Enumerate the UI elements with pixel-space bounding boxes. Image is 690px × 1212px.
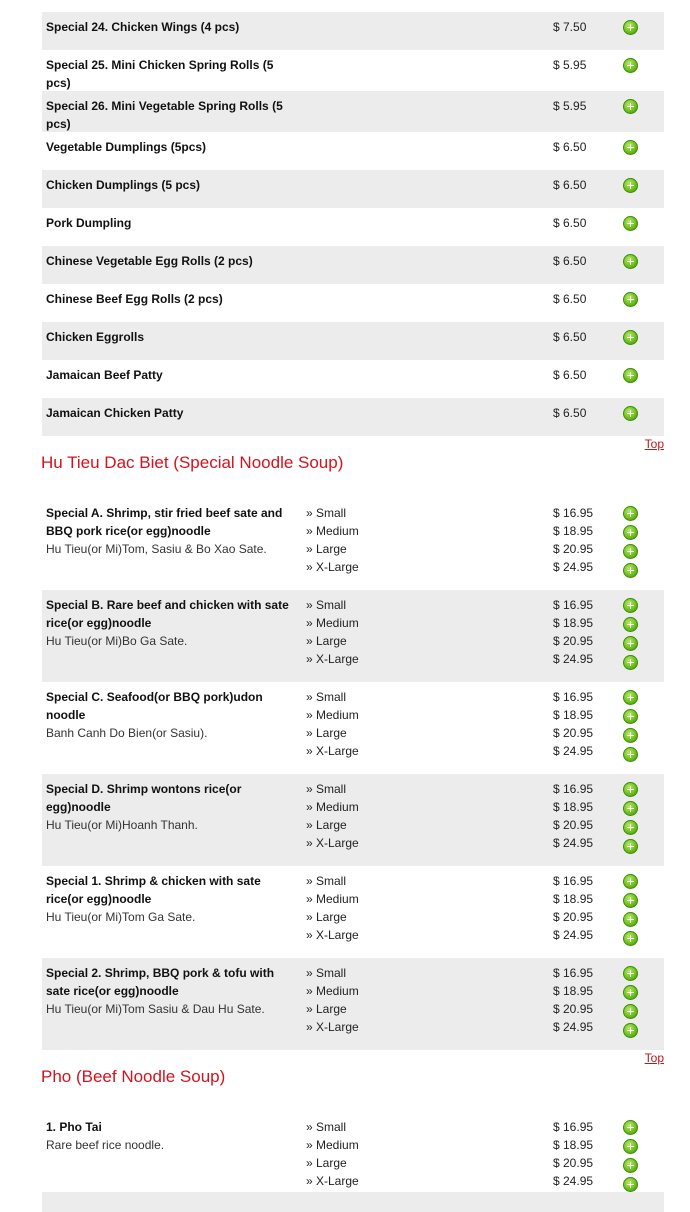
item-title: Special C. Seafood(or BBQ pork)udon noodle: [46, 690, 263, 722]
item-name: [46, 872, 296, 926]
size-option: » X-Large: [306, 1020, 359, 1034]
size-price: $ 16.95: [553, 966, 594, 980]
size-price: $ 24.95: [553, 1174, 594, 1188]
add-to-cart-icon[interactable]: [623, 1177, 638, 1192]
menu-item-row: [42, 958, 664, 1050]
menu-item-row: [42, 682, 664, 774]
add-column: [622, 330, 642, 349]
add-to-cart-icon[interactable]: [623, 598, 638, 613]
size-option: » X-Large: [306, 836, 359, 850]
add-column: [622, 58, 642, 77]
menu-item-row: [42, 322, 664, 360]
menu-item-row: [42, 132, 664, 170]
price-column: [553, 138, 623, 156]
size-option: » Large: [306, 910, 347, 924]
size-price: $ 20.95: [553, 910, 594, 924]
add-to-cart-icon[interactable]: [623, 20, 638, 35]
add-column: [622, 506, 642, 582]
add-to-cart-icon[interactable]: [623, 931, 638, 946]
price-column: [553, 872, 623, 944]
item-name: [46, 780, 296, 834]
add-column: [622, 178, 642, 197]
menu-item-row: [42, 91, 664, 132]
add-column: [622, 20, 642, 39]
top-link[interactable]: Top: [644, 437, 664, 451]
size-price: $ 16.95: [553, 1120, 594, 1134]
add-to-cart-icon[interactable]: [623, 1023, 638, 1038]
price-column: [553, 1118, 623, 1190]
add-to-cart-icon[interactable]: [623, 1139, 638, 1154]
item-name: Special 24. Chicken Wings (4 pcs): [46, 20, 240, 34]
add-to-cart-icon[interactable]: [623, 140, 638, 155]
item-description: Hu Tieu(or Mi)Tom Ga Sate.: [46, 910, 196, 924]
size-option: » X-Large: [306, 560, 359, 574]
size-column: [306, 688, 486, 760]
section-title: Hu Tieu Dac Biet (Special Noodle Soup): [41, 453, 344, 472]
add-to-cart-icon[interactable]: [623, 406, 638, 421]
size-price: $ 18.95: [553, 984, 594, 998]
add-to-cart-icon[interactable]: [623, 728, 638, 743]
item-name: [46, 504, 296, 558]
item-title: Special B. Rare beef and chicken with sate rice(or egg)noodle: [46, 598, 289, 630]
top-link-row: [42, 436, 664, 452]
add-column: [622, 598, 642, 674]
size-price: $ 24.95: [553, 652, 594, 666]
menu-item-row: [42, 1192, 664, 1212]
add-to-cart-icon[interactable]: [623, 544, 638, 559]
size-price: $ 16.95: [553, 690, 594, 704]
item-price: $ 6.50: [553, 178, 587, 192]
add-to-cart-icon[interactable]: [623, 912, 638, 927]
item-title: Special D. Shrimp wontons rice(or egg)noodle: [46, 782, 242, 814]
add-column: [622, 99, 642, 118]
size-option: » Medium: [306, 1138, 359, 1152]
size-price: $ 16.95: [553, 874, 594, 888]
add-to-cart-icon[interactable]: [623, 1120, 638, 1135]
size-price: $ 18.95: [553, 892, 594, 906]
item-name: Vegetable Dumplings (5pcs): [46, 140, 207, 154]
size-price: $ 20.95: [553, 542, 594, 556]
item-name: Chicken Eggrolls: [46, 330, 145, 344]
add-to-cart-icon[interactable]: [623, 820, 638, 835]
size-option: » Small: [306, 690, 347, 704]
top-link[interactable]: Top: [644, 1051, 664, 1065]
size-option: » Medium: [306, 524, 359, 538]
size-price: $ 20.95: [553, 818, 594, 832]
menu-item-row: [42, 1112, 664, 1192]
add-to-cart-icon[interactable]: [623, 292, 638, 307]
size-price: $ 18.95: [553, 708, 594, 722]
add-to-cart-icon[interactable]: [623, 216, 638, 231]
add-to-cart-icon[interactable]: [623, 893, 638, 908]
item-name: Special 26. Mini Vegetable Spring Rolls (5 pcs): [46, 99, 283, 131]
item-name: Special 25. Mini Chicken Spring Rolls (5 pcs): [46, 58, 274, 90]
price-column: [553, 97, 623, 115]
add-column: [622, 254, 642, 273]
size-option: » Medium: [306, 892, 359, 906]
item-name: [46, 964, 296, 1018]
size-option: » Small: [306, 966, 347, 980]
price-column: [553, 366, 623, 384]
price-column: [553, 252, 623, 270]
item-name: Jamaican Beef Patty: [46, 368, 163, 382]
size-price: $ 18.95: [553, 524, 594, 538]
item-name: [46, 1118, 296, 1154]
add-column: [622, 782, 642, 858]
item-description: Hu Tieu(or Mi)Tom, Sasiu & Bo Xao Sate.: [46, 542, 267, 556]
price-column: [553, 328, 623, 346]
item-name: [46, 596, 296, 650]
price-column: [553, 18, 623, 36]
add-to-cart-icon[interactable]: [623, 636, 638, 651]
size-price: $ 24.95: [553, 928, 594, 942]
item-name: Pork Dumpling: [46, 216, 132, 230]
size-option: » Large: [306, 1002, 347, 1016]
size-column: [306, 596, 486, 668]
price-column: [553, 176, 623, 194]
add-to-cart-icon[interactable]: [623, 839, 638, 854]
item-price: $ 6.50: [553, 330, 587, 344]
add-to-cart-icon[interactable]: [623, 330, 638, 345]
size-option: » Medium: [306, 984, 359, 998]
item-price: $ 6.50: [553, 368, 587, 382]
item-name: Jamaican Chicken Patty: [46, 406, 184, 420]
item-title: 1. Pho Tai: [46, 1120, 102, 1134]
menu-item-row: [42, 398, 664, 436]
add-to-cart-icon[interactable]: [623, 563, 638, 578]
menu-item-row: [42, 774, 664, 866]
item-price: $ 7.50: [553, 20, 587, 34]
size-price: $ 24.95: [553, 560, 594, 574]
item-description: Hu Tieu(or Mi)Hoanh Thanh.: [46, 818, 198, 832]
size-option: » Small: [306, 1120, 347, 1134]
item-price: $ 6.50: [553, 254, 587, 268]
item-price: $ 6.50: [553, 216, 587, 230]
menu-item-row: [42, 284, 664, 322]
add-to-cart-icon[interactable]: [623, 985, 638, 1000]
price-column: [553, 290, 623, 308]
item-price: $ 6.50: [553, 406, 587, 420]
price-column: [553, 504, 623, 576]
size-column: [306, 1118, 486, 1190]
add-to-cart-icon[interactable]: [623, 1004, 638, 1019]
price-column: [553, 964, 623, 1036]
item-title: Special 2. Shrimp, BBQ pork & tofu with sate rice(or egg)noodle: [46, 966, 275, 998]
add-column: [622, 292, 642, 311]
top-link-row: [42, 1050, 664, 1066]
add-column: [622, 966, 642, 1042]
size-price: $ 24.95: [553, 1020, 594, 1034]
size-option: » Large: [306, 542, 347, 556]
item-description: Rare beef rice noodle.: [46, 1138, 165, 1152]
price-column: [553, 780, 623, 852]
price-column: [553, 404, 623, 422]
section-title: Pho (Beef Noodle Soup): [41, 1067, 226, 1086]
size-price: $ 20.95: [553, 1156, 594, 1170]
menu-item-row: [42, 208, 664, 246]
size-price: $ 18.95: [553, 800, 594, 814]
menu-item-row: [42, 590, 664, 682]
menu-item-row: [42, 246, 664, 284]
add-column: [622, 140, 642, 159]
size-price: $ 16.95: [553, 782, 594, 796]
menu-item-row: [42, 360, 664, 398]
size-price: $ 20.95: [553, 1002, 594, 1016]
add-to-cart-icon[interactable]: [623, 690, 638, 705]
price-column: [553, 596, 623, 668]
size-option: » Large: [306, 726, 347, 740]
price-column: [553, 214, 623, 232]
add-to-cart-icon[interactable]: [623, 782, 638, 797]
size-option: » Medium: [306, 708, 359, 722]
add-to-cart-icon[interactable]: [623, 506, 638, 521]
menu-item-row: [42, 498, 664, 590]
add-to-cart-icon[interactable]: [623, 801, 638, 816]
item-name: Chinese Beef Egg Rolls (2 pcs): [46, 292, 223, 306]
add-column: [622, 216, 642, 235]
size-option: » Medium: [306, 616, 359, 630]
size-option: » Large: [306, 818, 347, 832]
size-price: $ 20.95: [553, 634, 594, 648]
size-option: » X-Large: [306, 1174, 359, 1188]
add-column: [622, 368, 642, 387]
item-description: Hu Tieu(or Mi)Tom Sasiu & Dau Hu Sate.: [46, 1002, 265, 1016]
add-to-cart-icon[interactable]: [623, 1158, 638, 1173]
size-price: $ 18.95: [553, 1138, 594, 1152]
add-column: [622, 690, 642, 766]
size-option: » Small: [306, 782, 347, 796]
add-to-cart-icon[interactable]: [623, 966, 638, 981]
menu-item-row: [42, 12, 664, 50]
add-to-cart-icon[interactable]: [623, 874, 638, 889]
item-name: [46, 688, 296, 742]
add-column: [622, 406, 642, 425]
add-to-cart-icon[interactable]: [623, 655, 638, 670]
size-price: $ 18.95: [553, 616, 594, 630]
size-price: $ 24.95: [553, 836, 594, 850]
size-option: » X-Large: [306, 744, 359, 758]
size-option: » Large: [306, 1156, 347, 1170]
item-description: Hu Tieu(or Mi)Bo Ga Sate.: [46, 634, 188, 648]
add-to-cart-icon[interactable]: [623, 254, 638, 269]
item-price: $ 5.95: [553, 99, 587, 113]
size-option: » Small: [306, 598, 347, 612]
menu-item-row: [42, 50, 664, 91]
menu-list: [42, 12, 664, 1212]
size-column: [306, 780, 486, 852]
menu-item-row: [42, 170, 664, 208]
size-price: $ 16.95: [553, 506, 594, 520]
size-option: » Medium: [306, 800, 359, 814]
size-option: » Large: [306, 634, 347, 648]
add-to-cart-icon[interactable]: [623, 368, 638, 383]
add-to-cart-icon[interactable]: [623, 617, 638, 632]
add-to-cart-icon[interactable]: [623, 58, 638, 73]
price-column: [553, 688, 623, 760]
add-to-cart-icon[interactable]: [623, 709, 638, 724]
add-to-cart-icon[interactable]: [623, 99, 638, 114]
add-to-cart-icon[interactable]: [623, 525, 638, 540]
price-column: [553, 56, 623, 74]
size-column: [306, 872, 486, 944]
add-to-cart-icon[interactable]: [623, 747, 638, 762]
size-option: » X-Large: [306, 652, 359, 666]
size-price: $ 16.95: [553, 598, 594, 612]
item-title: Special A. Shrimp, stir fried beef sate and BBQ pork rice(or egg)noodle: [46, 506, 283, 538]
add-column: [622, 874, 642, 950]
item-title: Special 1. Shrimp & chicken with sate rice(or egg)noodle: [46, 874, 261, 906]
size-column: [306, 504, 486, 576]
item-name: Chicken Dumplings (5 pcs): [46, 178, 201, 192]
size-option: » X-Large: [306, 928, 359, 942]
add-column: [622, 1120, 642, 1192]
add-to-cart-icon[interactable]: [623, 178, 638, 193]
size-option: » Small: [306, 506, 347, 520]
item-description: Banh Canh Do Bien(or Sasiu).: [46, 726, 208, 740]
item-price: $ 5.95: [553, 58, 587, 72]
menu-item-row: [42, 866, 664, 958]
size-option: » Small: [306, 874, 347, 888]
size-price: $ 20.95: [553, 726, 594, 740]
item-name: Chinese Vegetable Egg Rolls (2 pcs): [46, 254, 253, 268]
item-price: $ 6.50: [553, 292, 587, 306]
size-column: [306, 964, 486, 1036]
size-price: $ 24.95: [553, 744, 594, 758]
item-price: $ 6.50: [553, 140, 587, 154]
